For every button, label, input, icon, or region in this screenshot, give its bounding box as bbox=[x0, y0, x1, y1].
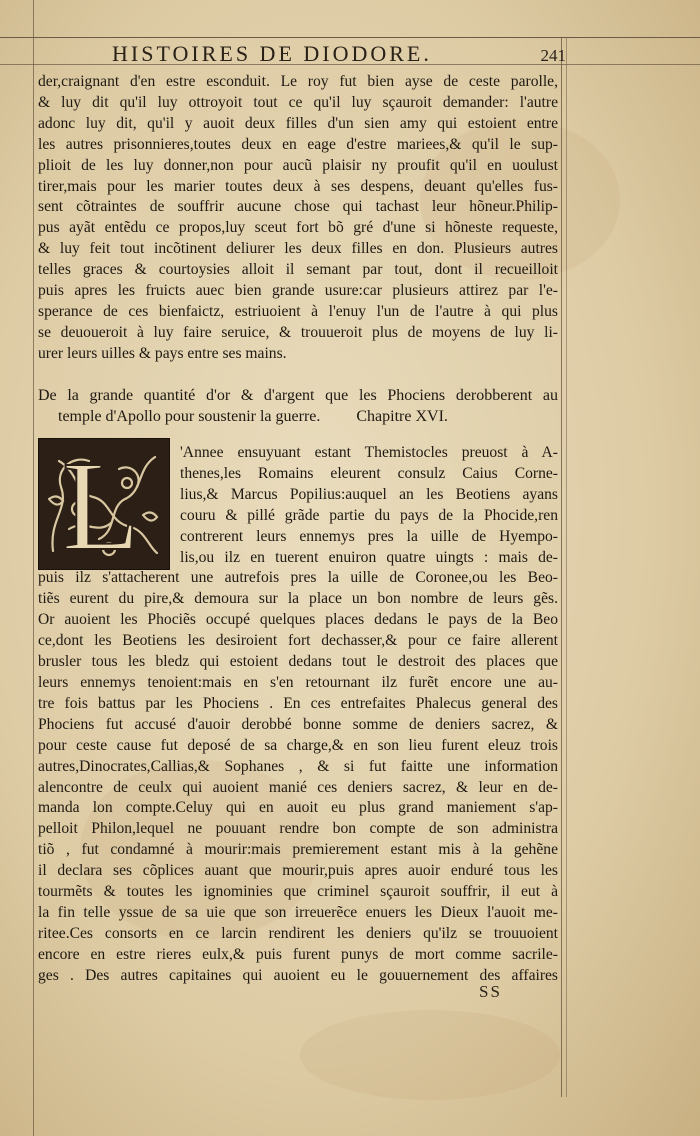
text-line: autres,Dinocrates,Callias,& Sophanes , & si fut faitte une information bbox=[38, 757, 558, 775]
text-line: manda lon compte.Celuy qui en auoit eu plus grand maniement s'ap- bbox=[38, 799, 558, 817]
text-line: der,craignant d'en estre esconduit. Le roy fut bien ayse de ceste parolle, bbox=[38, 73, 558, 90]
text-line: ce,dont les Beotiens les desiroient fort dechasser,& pour ce faire allerent bbox=[38, 632, 558, 650]
text-line: Phociens fut accusé d'auoir derobbé bonne somme de deniers sacrez, & bbox=[38, 715, 558, 733]
text-line: adonc luy dit, qu'il y auoit deux filles d'un sien amy qui estoient entre bbox=[38, 114, 558, 132]
text-line: tiẽs eurent du pire,& demoura sur la place un bon nombre de leurs gẽs. bbox=[38, 590, 558, 608]
text-line: encore en estre rieres eulx,& puis furent punys de mort comme sacrile- bbox=[38, 945, 558, 963]
text-line: tirer,mais pour les marier toutes deux à ses despens, deuant qu'elles fus- bbox=[38, 177, 558, 195]
text-line: pus ayãt entẽdu ce propos,luy sceut fort bõ gré d'une si hõneste requeste, bbox=[38, 219, 558, 237]
text-line: couru & pillé grãde partie du pays de la Phocide,ren bbox=[180, 506, 558, 524]
text-line: tre fois battus par les Phociens . En ces entrefaites Phalecus general des bbox=[38, 694, 558, 712]
paragraph-1 bbox=[38, 72, 558, 365]
running-title: HISTOIRES DE DIODORE. bbox=[112, 41, 432, 66]
paragraph-2 bbox=[38, 443, 558, 987]
text-line: leurs ennemys tenoient:mais en s'en retournant ilz furẽt encore une au- bbox=[38, 673, 558, 691]
text-line: urer leurs uilles & pays entre ses mains. bbox=[38, 344, 287, 362]
chapter-heading-line-2 bbox=[38, 406, 558, 427]
dropcap-letter: L bbox=[61, 439, 141, 569]
right-margin-rule-outer bbox=[566, 37, 567, 1097]
text-line: & luy feit tout incõtinent deliurer les deux filles en don. Plusieurs autres bbox=[38, 240, 558, 258]
text-line: plioit de les luy donner,non pour aucũ plaisir ny proufit qu'il en uoulust bbox=[38, 156, 558, 174]
paper-stain bbox=[300, 1010, 560, 1100]
text-line: brusler tous les bledz qui estoient dedans tout le destroit des places que bbox=[38, 653, 558, 671]
text-line: lis,ou ilz en tuerent enuiron quatre uingts : mais de- bbox=[180, 548, 558, 566]
text-line: tourmẽts & toutes les ignominies que criminel sçauroit souffrir, il eut à bbox=[38, 883, 558, 901]
right-margin-rule bbox=[561, 37, 562, 1097]
chapter-number: Chapitre XVI. bbox=[356, 408, 448, 425]
text-line: puis apres les fruicts auec bien grande usure:car plusieurs attirez par l'e- bbox=[38, 282, 558, 300]
text-line: pelloit Philon,lequel ne pouuant rendre bon compte de son administra bbox=[38, 820, 558, 838]
text-line: il declara ses cõplices auant que mourir,puis apres auoir enduré tous les bbox=[38, 862, 558, 880]
text-line: alencontre de ceulx qui auoient manié ces deniers sacrez, & leur en de- bbox=[38, 778, 558, 796]
top-rule bbox=[0, 37, 700, 38]
text-line: telles graces & courtoysies alloit il semant par tout, dont il recueilloit bbox=[38, 261, 558, 279]
chapter-heading-line: De la grande quantité d'or & d'argent que les Phociens derobberent au bbox=[38, 387, 558, 404]
text-line: se deuoueroit à luy faire seruice, & trouueroit plus de moyens de luy li- bbox=[38, 323, 558, 341]
text-line: thenes,les Romains eleurent consulz Caius Corne- bbox=[180, 464, 558, 482]
text-line: les autres prisonnieres,toutes deux en eage d'estre mariees,& qu'il le sup- bbox=[38, 135, 558, 153]
text-line: ges . Des autres capitaines qui auoient eu le gouuernement des affaires bbox=[38, 966, 558, 984]
signature-mark: SS bbox=[479, 982, 502, 1001]
text-line: lius,& Marcus Popilius:auquel an les Beotiens ayans bbox=[180, 485, 558, 503]
page-number: 241 bbox=[540, 46, 566, 65]
running-header bbox=[112, 41, 566, 67]
text-line: tiõ , fut condamné à mourir:mais premierement estant mis à la gehẽne bbox=[38, 841, 558, 859]
text-line: & luy dit qu'il luy ottroyoit tout ce qu'il luy sçauroit demander: l'autre bbox=[38, 93, 558, 111]
text-line: sperance de ces bienfaictz, estriuoient à l'enuy l'un de l'autre à qui plus bbox=[38, 302, 558, 320]
text-line: pour ceste cause fut deposé de sa charge,& en son lieu furent eleuz trois bbox=[38, 736, 558, 754]
left-margin-rule bbox=[33, 0, 34, 1136]
chapter-heading bbox=[38, 385, 558, 427]
text-line: la fin telle yssue de sa uie que son irreuerẽce enuers les Dieux l'auoit me- bbox=[38, 903, 558, 921]
text-line: puis ilz s'attacherent une autrefois pres la uille de Coronee,ou les Beo- bbox=[38, 569, 558, 587]
chapter-heading-text: temple d'Apollo pour soustenir la guerre. bbox=[58, 408, 321, 425]
text-line: sent cõtraintes de souffrir aucune chose qui tachast leur hõneur.Philip- bbox=[38, 198, 558, 216]
text-line: ritee.Ces consorts en ce larcin rendirent les deniers qu'ilz se trouuoient bbox=[38, 924, 558, 942]
text-line: Or auoient les Phociẽs occupé quelques places dedans le pays de la Beo bbox=[38, 611, 558, 629]
text-line: contrerent leurs ennemys pres la uille de Hyempo- bbox=[180, 527, 558, 545]
text-line: 'Annee ensuyuant estant Themistocles preuost à A- bbox=[180, 444, 558, 461]
